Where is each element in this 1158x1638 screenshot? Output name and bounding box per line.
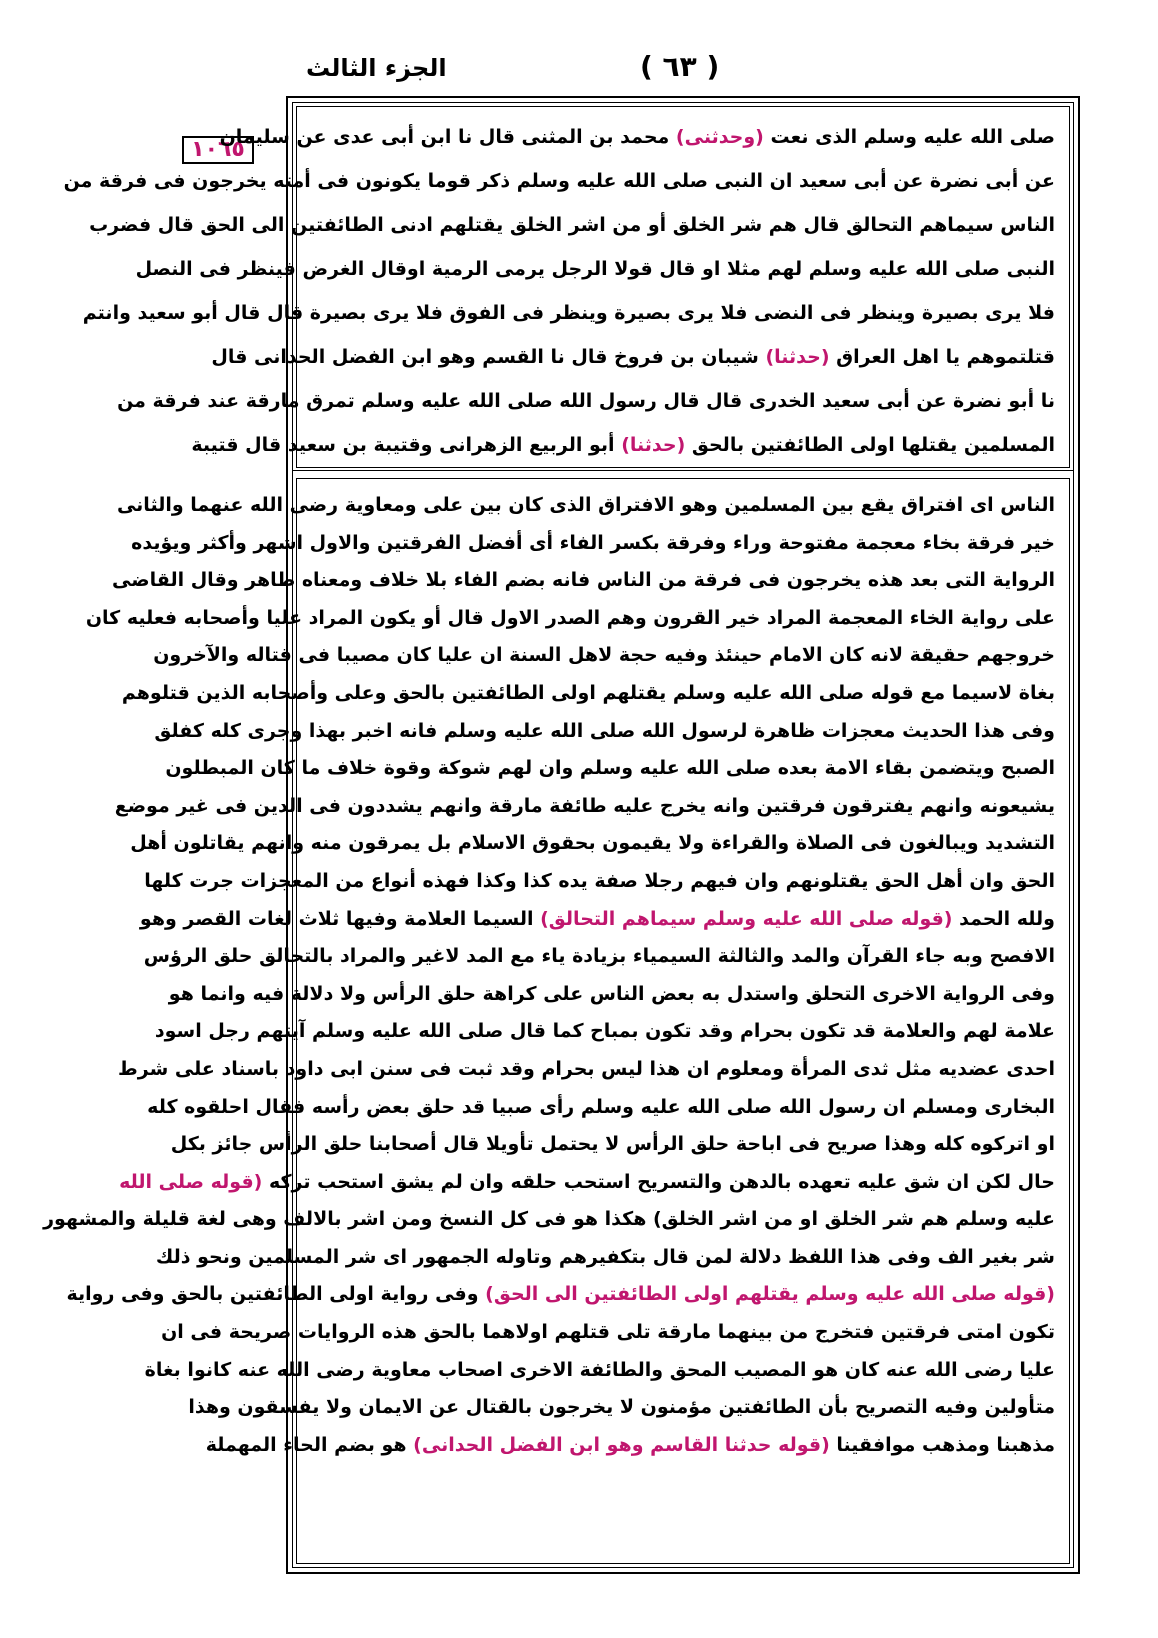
text-segment: الصبح ويتضمن بقاء الامة بعده صلى الله عليه وسلم وان لهم شوكة وقوة خلاف ما كان المبطلون (165, 757, 1055, 780)
matn-line (211, 335, 1055, 379)
text-segment: شر بغير الف وفى هذا اللفظ دلالة لمن قال بتكفيرهم وتاوله الجمهور اى شر المسلمين ونحو ذلك (155, 1245, 1055, 1268)
sharh-line (165, 750, 1055, 788)
running-header-title: الجزء الثالث (306, 54, 447, 82)
text-segment: المسلمين يقتلها اولى الطائفتين بالحق (685, 434, 1055, 456)
text-segment: قتلتموهم يا اهل العراق (829, 346, 1055, 368)
text-segment: صلى الله عليه وسلم الذى نعت (763, 126, 1055, 148)
text-segment: متأولين وفيه التصريح بأن الطائفتين مؤمنون لا يخرجون بالقتال عن الايمان ولا يفسقون وهذا (188, 1396, 1055, 1419)
sharh-line (144, 1352, 1055, 1390)
text-segment: حال لكن ان شق عليه تعهده بالدهن والتسريح استحب حلقه وان لم يشق استحب تركه (262, 1170, 1055, 1193)
sharh-line (170, 1126, 1055, 1164)
text-segment: عليا رضى الله عنه كان هو المصيب المحق والطائفة الاخرى اصحاب معاوية رضى الله عنه كانوا بغاة (144, 1358, 1055, 1381)
sharh-line (154, 1013, 1055, 1051)
sharh-line (116, 487, 1055, 525)
matn-line (219, 115, 1055, 159)
text-segment: او اتركوه كله وهذا صريح فى اباحة حلق الرأس لا يحتمل تأويلا قال أصحابنا حلق الرأس جائز بكل (170, 1133, 1055, 1156)
text-segment: يشيعونه وانهم يفترقون فرقتين وانه يخرج عليه طائفة مارقة وانهم يشددون فى الدين فى غير موضع (114, 794, 1055, 817)
sharh-line (114, 788, 1055, 826)
sharh-line (168, 976, 1055, 1014)
highlighted-phrase: (حدثنا) (765, 346, 830, 368)
sharh-line (144, 863, 1055, 901)
sharh-line (153, 637, 1055, 675)
sharh-line (161, 1314, 1055, 1352)
text-segment: هو بضم الحاء المهملة (205, 1433, 414, 1456)
hadith-number-badge: ١٠٦٥ (182, 136, 254, 164)
matn-line (63, 159, 1055, 203)
text-segment: أبو الربيع الزهرانى وقتيبة بن سعيد قال قتيبة (191, 434, 622, 456)
text-segment: وفى رواية اولى الطائفتين بالحق وفى رواية (66, 1283, 486, 1306)
text-segment: الافصح وبه جاء القرآن والمد والثالثة السيمياء بزيادة ياء مع المد لاغير والمراد بالتحالق حلق الرؤس (143, 945, 1055, 968)
matn-line (191, 423, 1055, 467)
text-segment: تكون امتى فرقتين فتخرج من بينهما مارقة تلى قتلهم اولاهما بالحق هذه الروايات صريحة فى ان (161, 1321, 1055, 1344)
highlighted-phrase: (قوله صلى الله (119, 1170, 263, 1193)
text-segment: ولله الحمد (952, 907, 1055, 930)
text-segment: احدى عضديه مثل ثدى المرأة ومعلوم ان هذا ليس بحرام وقد ثبت فى سنن ابى داود باسناد على شرط (118, 1057, 1055, 1080)
text-segment: البخارى ومسلم ان رسول الله صلى الله عليه وسلم رأى صبيا قد حلق بعض رأسه فقال احلقوه كله (147, 1095, 1055, 1118)
matn-line (117, 379, 1055, 423)
text-segment: خروجهم حقيقة لانه كان الامام حينئذ وفيه حجة لاهل السنة ان عليا كان مصيبا فى قتاله والآخرون (153, 644, 1055, 667)
text-segment: الحق وان أهل الحق يقتلونهم وان فيهم رجلا صفة يده كذا وكذا فهذه أنواع من المعجزات جرت كلها (144, 869, 1055, 892)
sharh-line (155, 1239, 1055, 1277)
sharh-line (154, 713, 1055, 751)
text-segment: النبى صلى الله عليه وسلم لهم مثلا او قال قولا الرجل يرمى الرمية اوقال الغرض فينظر فى النصل (135, 258, 1055, 280)
text-segment: محمد بن المثنى قال نا ابن أبى عدى عن سليمان (219, 126, 676, 148)
text-segment: فلا يرى بصيرة وينظر فى النضى فلا يرى بصيرة وينظر فى الفوق فلا يرى بصيرة قال قال أبو سعيد وانتم (82, 302, 1055, 324)
text-segment: بغاة لاسيما مع قوله صلى الله عليه وسلم يقتلهم اولى الطائفتين بالحق وعلى وأصحابه الذين قتلوهم (121, 681, 1055, 704)
matn-line (89, 203, 1055, 247)
highlighted-phrase: (قوله حدثنا القاسم وهو ابن الفضل الحدانى) (413, 1433, 830, 1456)
highlighted-phrase: (قوله صلى الله عليه وسلم يقتلهم اولى الطائفتين الى الحق) (485, 1283, 1055, 1306)
text-segment: السيما العلامة وفيها ثلاث لغات القصر وهو (139, 907, 541, 930)
sharh-line (143, 938, 1055, 976)
sharh-text (43, 479, 1069, 1472)
sharh-line (119, 1164, 1055, 1202)
sharh-line (112, 562, 1055, 600)
text-segment: التشديد ويبالغون فى الصلاة والقراءة ولا يقيمون بحقوق الاسلام بل يمرقون منه وانهم يقاتلون أهل (130, 832, 1055, 855)
sharh-line (188, 1389, 1055, 1427)
sharh-line (121, 675, 1055, 713)
text-segment: الرواية التى بعد هذه يخرجون فى فرقة من الناس فانه بضم الفاء بلا خلاف ومعناه ظاهر وقال القاضى (112, 569, 1055, 592)
text-segment: وفى هذا الحديث معجزات ظاهرة لرسول الله صلى الله عليه وسلم فانه اخبر بهذا وجرى كله كفلق (154, 719, 1055, 742)
highlighted-phrase: (قوله صلى الله عليه وسلم سيماهم التحالق) (540, 907, 953, 930)
sharh-line (205, 1427, 1055, 1465)
text-segment: علامة لهم والعلامة قد تكون بحرام وقد تكون بمباح كما قال صلى الله عليه وسلم آيتهم رجل اسود (154, 1020, 1055, 1043)
highlighted-phrase: (حدثنا) (621, 434, 686, 456)
sharh-line (118, 1051, 1055, 1089)
text-segment: شيبان بن فروخ قال نا القسم وهو ابن الفضل الحدانى قال (211, 346, 766, 368)
section-separator (292, 470, 1074, 471)
text-segment: وفى الرواية الاخرى التحلق واستدل به بعض الناس على كراهة حلق الرأس ولا دلالة فيه وانما هو (168, 982, 1055, 1005)
matn-line (135, 247, 1055, 291)
page-number: ( ٦٣ ) (640, 50, 720, 83)
sharh-line (43, 1201, 1055, 1239)
sharh-box (43, 478, 1070, 1564)
text-segment: على رواية الخاء المعجمة المراد خير القرون وهم الصدر الاول قال أو يكون المراد عليا وأصحابه فعليه كان (85, 606, 1055, 629)
sharh-line (131, 525, 1055, 563)
text-segment: عليه وسلم هم شر الخلق او من اشر الخلق) (653, 1208, 1055, 1231)
matn-line (82, 291, 1055, 335)
sharh-line (85, 600, 1055, 638)
text-segment: مذهبنا ومذهب موافقينا (829, 1433, 1055, 1456)
text-segment: عن أبى نضرة عن أبى سعيد ان النبى صلى الله عليه وسلم ذكر قوما يكونون فى أمته يخرجون فى فرقة من (63, 170, 1055, 192)
text-segment: هكذا هو فى كل النسخ ومن اشر بالالف وهى لغة قليلة والمشهور (43, 1208, 653, 1231)
text-segment: الناس سيماهم التحالق قال هم شر الخلق أو من اشر الخلق يقتلهم ادنى الطائفتين الى الحق قال فضرب (89, 214, 1055, 236)
text-segment: خير فرقة بخاء معجمة مفتوحة وراء وفرقة بكسر الفاء أى أفضل الفرقتين والاول اشهر وأكثر ويؤيده (131, 531, 1055, 554)
sharh-line (147, 1089, 1055, 1127)
text-segment: نا أبو نضرة عن أبى سعيد الخدرى قال قال رسول الله صلى الله عليه وسلم تمرق مارقة عند فرقة من (117, 390, 1055, 412)
text-segment: الناس اى افتراق يقع بين المسلمين وهو الافتراق الذى كان بين على ومعاوية رضى الله عنهما والثانى (116, 494, 1055, 516)
sharh-line (130, 825, 1055, 863)
highlighted-phrase: (وحدثنى) (675, 126, 764, 148)
sharh-line (139, 901, 1055, 939)
sharh-line (66, 1276, 1055, 1314)
